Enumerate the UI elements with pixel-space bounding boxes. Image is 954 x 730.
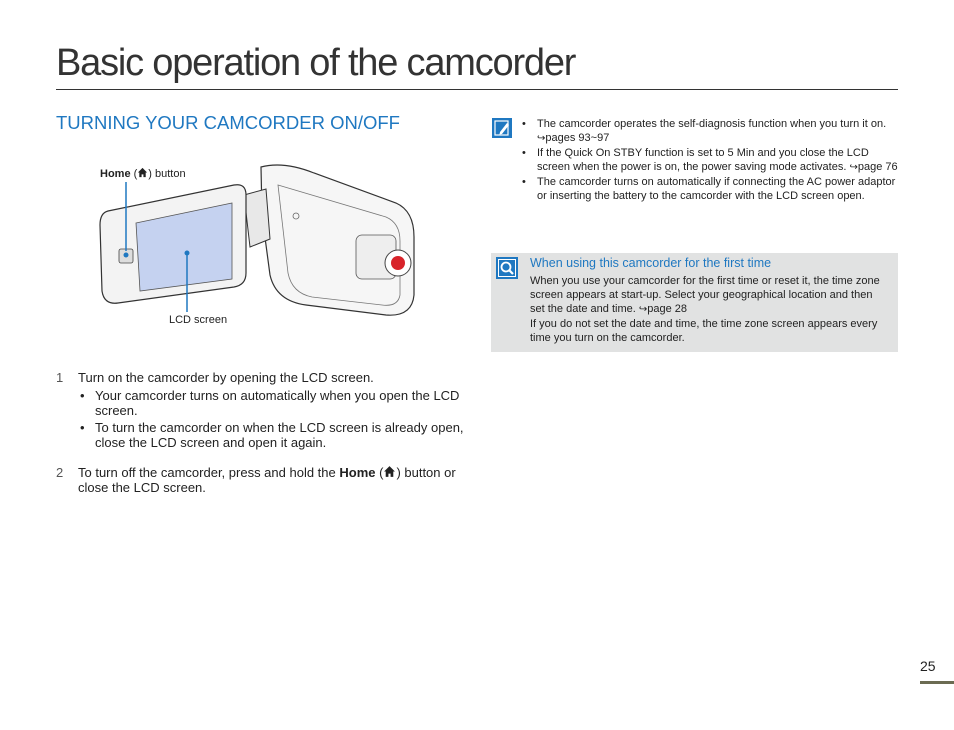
page-number-rule xyxy=(920,681,954,684)
page-number: 25 xyxy=(920,658,936,674)
step-text: To turn off the camcorder, press and hold the Home ( ) button or close the LCD screen. xyxy=(78,464,456,495)
lcd-screen-callout: LCD screen xyxy=(169,314,228,326)
reference-arrow-icon: ↪ xyxy=(537,133,546,144)
step-2 xyxy=(56,465,466,496)
camcorder-drawing xyxy=(56,155,436,345)
section-heading: TURNING YOUR CAMCORDER ON/OFF xyxy=(56,112,400,133)
step-bullet: • Your camcorder turns on automatically when you open the LCD screen. xyxy=(78,388,466,419)
step-1 xyxy=(56,370,466,451)
magnifier-icon xyxy=(496,257,518,279)
home-button-callout: Home ( ) button xyxy=(100,168,186,180)
title-divider xyxy=(56,89,898,90)
tip-box xyxy=(491,253,898,352)
camcorder-illustration xyxy=(56,155,436,345)
home-icon xyxy=(383,465,396,478)
step-number: 2 xyxy=(56,464,64,480)
step-bullet: • To turn the camcorder on when the LCD screen is already open, close the LCD screen and open it again. xyxy=(78,420,466,451)
note-item: • The camcorder turns on automatically if connecting the AC power adaptor or inserting the battery to the camcorder with the LCD screen open. xyxy=(537,175,899,203)
page-title: Basic operation of the camcorder xyxy=(56,42,576,84)
tip-body: When you use your camcorder for the first time or reset it, the time zone screen appears at start-up. Select your geographical location and then set the date and time. ↪page 28 If you do not set the date and time, the time zone screen appears every time you turn on the camcorder. xyxy=(530,275,880,344)
step-text: Turn on the camcorder by opening the LCD screen. xyxy=(78,370,374,385)
memo-pencil-icon xyxy=(491,117,513,139)
note-item: • The camcorder operates the self-diagnosis function when you turn it on. ↪pages 93~97 xyxy=(537,117,899,146)
step-number: 1 xyxy=(56,370,64,385)
notes-section xyxy=(491,117,899,203)
note-item: • If the Quick On STBY function is set to 5 Min and you close the LCD screen when the power is on, the power saving mode activates. ↪page 76 xyxy=(537,146,899,175)
reference-arrow-icon: ↪ xyxy=(638,304,648,315)
tip-title: When using this camcorder for the first time xyxy=(530,256,772,270)
reference-arrow-icon: ↪ xyxy=(849,162,858,173)
steps-list xyxy=(56,370,466,509)
